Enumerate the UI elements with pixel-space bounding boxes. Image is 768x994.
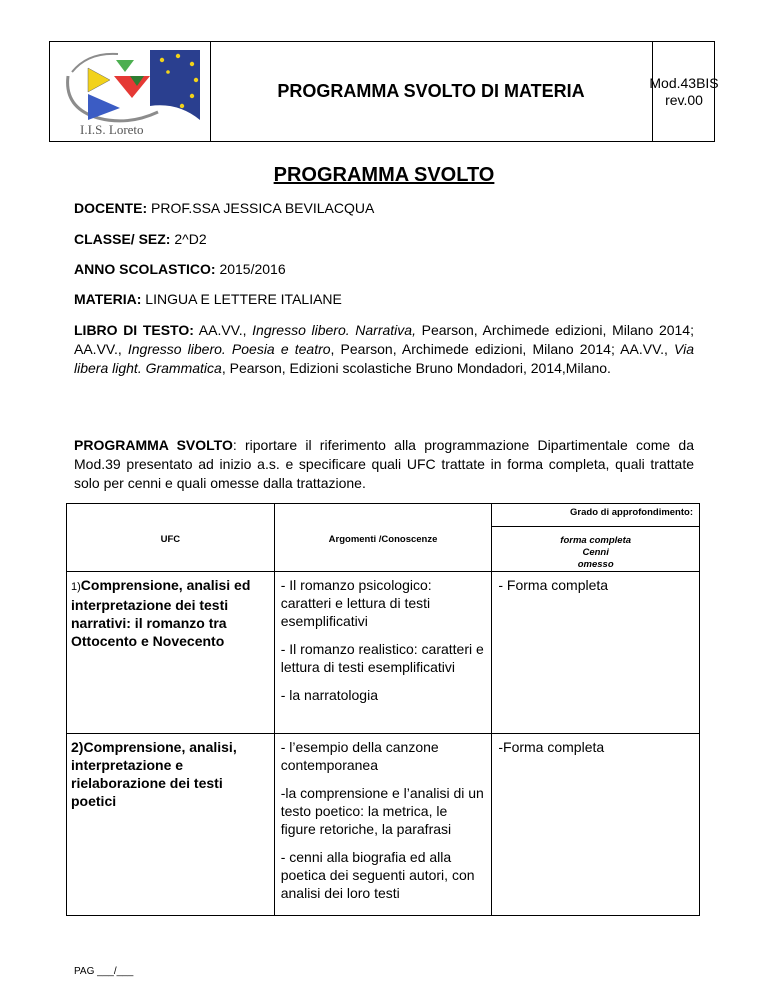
- col-grado-header: [492, 504, 700, 572]
- libro-text-2: Pearson, Archimede edizioni, Milano 2014; AA.VV.,: [74, 322, 694, 357]
- libro-title-3: Via libera light. Grammatica: [74, 341, 695, 376]
- materia-value: LINGUA E LETTERE ITALIANE: [145, 291, 342, 307]
- grado-option-2: Cenni: [582, 547, 609, 558]
- libro-title-1: Ingresso libero. Narrativa,: [252, 322, 416, 338]
- arg-item: - la narratologia: [280, 687, 378, 703]
- field-anno: [74, 261, 286, 277]
- programma-text: : riportare il riferimento alla programmazione Dipartimentale come da Mod.39 presentato ad inizio a.s. e specificare quali UFC trattate in forma completa, quali trattate solo per cenni e quali omesse dalla trattazione.: [74, 437, 694, 491]
- libro-di-testo: [74, 321, 694, 378]
- col-ufc-header: UFC: [67, 504, 275, 572]
- header-box: [49, 41, 719, 142]
- arg-item: - Il romanzo psicologico: caratteri e lettura di testi esemplificativi: [280, 577, 432, 629]
- field-classe: [74, 231, 207, 247]
- arg-item: - Il romanzo realistico: caratteri e lettura di testi esemplificativi: [280, 641, 484, 675]
- module-code: Mod.43BIS: [649, 74, 719, 91]
- materia-label: MATERIA:: [74, 291, 142, 307]
- logo-cell: [50, 42, 211, 141]
- arg-cell: [274, 572, 492, 734]
- grado-header: Grado di approfondimento:: [570, 507, 693, 518]
- field-docente: [74, 200, 374, 216]
- classe-value: 2^D2: [174, 231, 207, 247]
- grado-options: [492, 526, 699, 571]
- libro-text-3: , Pearson, Archimede edizioni, Milano 2014; AA.VV.,: [330, 341, 675, 357]
- program-table: [66, 503, 700, 916]
- module-code-cell: [649, 42, 719, 141]
- table-header-row: [67, 504, 700, 572]
- table-row: [67, 572, 700, 734]
- docente-label: DOCENTE:: [74, 200, 148, 216]
- grado-option-1: forma completa: [560, 535, 632, 546]
- programma-label: PROGRAMMA SVOLTO: [74, 437, 233, 453]
- field-materia: [74, 291, 342, 307]
- arg-item: - cenni alla biografia ed alla poetica dei seguenti autori, con analisi dei loro testi: [280, 849, 475, 901]
- school-logo: [58, 46, 204, 138]
- docente-value: PROF.SSA JESSICA BEVILACQUA: [151, 200, 375, 216]
- classe-label: CLASSE/ SEZ:: [74, 231, 171, 247]
- arg-item: - l’esempio della canzone contemporanea: [280, 739, 439, 773]
- anno-label: ANNO SCOLASTICO:: [74, 261, 216, 277]
- libro-title-2: Ingresso libero. Poesia e teatro: [127, 341, 331, 357]
- anno-value: 2015/2016: [219, 261, 286, 277]
- page-number: PAG ___/___: [74, 966, 134, 977]
- programma-note: [74, 436, 694, 493]
- col-arg-header: Argomenti /Conoscenze: [274, 504, 492, 572]
- libro-text-4: , Pearson, Edizioni scolastiche Bruno Mondadori, 2014,Milano.: [221, 360, 611, 376]
- table-row: [67, 734, 700, 916]
- grado-option-3: omesso: [577, 559, 614, 570]
- libro-text-1: AA.VV.,: [198, 322, 253, 338]
- svg-text:I.I.S. Loreto: I.I.S. Loreto: [80, 122, 144, 137]
- document-title: PROGRAMMA SVOLTO: [273, 164, 495, 186]
- ufc-cell: 2)Comprensione, analisi, interpretazione e rielaborazione dei testi poetici: [67, 734, 275, 916]
- grado-cell: - Forma completa: [492, 572, 700, 734]
- libro-label: LIBRO DI TESTO:: [74, 322, 194, 338]
- arg-cell: [274, 734, 492, 916]
- arg-item: -la comprensione e l’analisi di un testo poetico: la metrica, le figure retoriche, la parafrasi: [280, 785, 484, 837]
- revision: rev.00: [665, 91, 703, 108]
- ufc-cell: 1)Comprensione, analisi ed interpretazione dei testi narrativi: il romanzo tra Ottocento e Novecento: [67, 572, 275, 734]
- header-title: PROGRAMMA SVOLTO DI MATERIA: [210, 42, 653, 141]
- grado-cell: -Forma completa: [492, 734, 700, 916]
